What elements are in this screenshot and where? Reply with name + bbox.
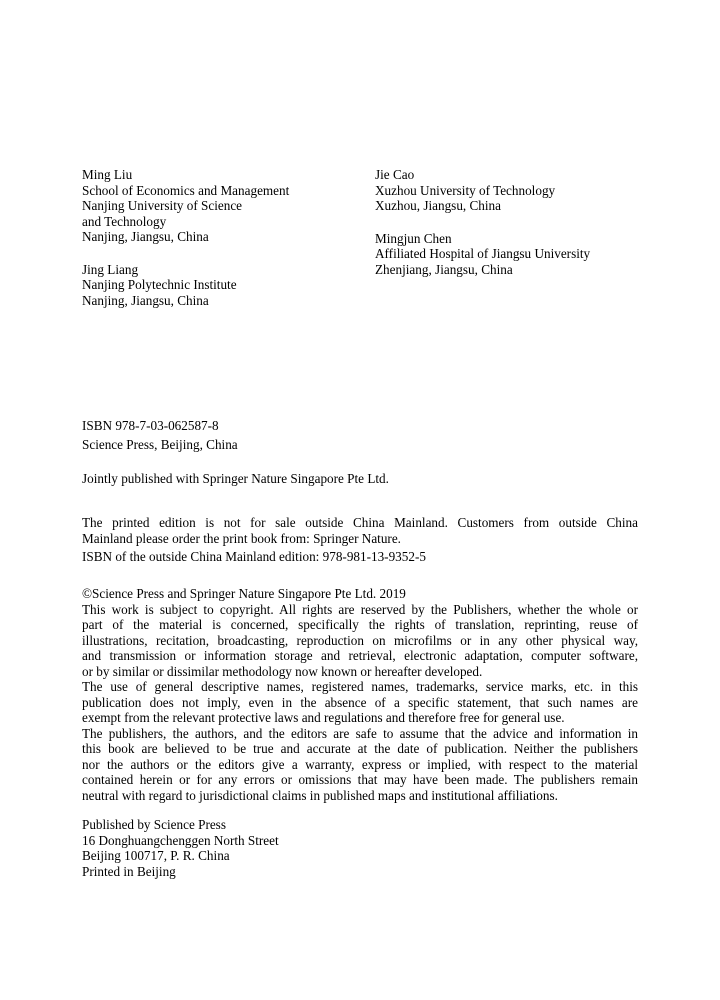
joint-publication-block [82, 471, 389, 487]
copyright-paragraph [82, 602, 638, 680]
copyright-line: illustrations, recitation, broadcasting, reproduction on microfilms or in any other physical way, [82, 632, 638, 648]
author-entry [82, 262, 289, 309]
copyright-line: The publishers, the authors, and the editors are safe to assume that the advice and information in [82, 725, 638, 741]
authors-left-column [82, 167, 289, 325]
author-affiliation-line: School of Economics and Management [82, 182, 290, 198]
sale-notice-block [82, 515, 638, 565]
author-location: Zhenjiang, Jiangsu, China [375, 261, 513, 277]
copyright-notice: ©Science Press and Springer Nature Singapore Pte Ltd. 2019 [82, 586, 406, 601]
sale-notice-line: The printed edition is not for sale outside China Mainland. Customers from outside China [82, 515, 638, 530]
author-entry [375, 167, 590, 214]
copyright-line: publication does not imply, even in the absence of a specific statement, that such names are [82, 694, 638, 710]
author-name: Ming Liu [82, 167, 133, 182]
copyright-line: This work is subject to copyright. All rights are reserved by the Publishers, whether the whole or [82, 601, 638, 617]
authors-right-column [375, 167, 590, 294]
publisher-address-line: Beijing 100717, P. R. China [82, 848, 230, 863]
copyright-line: The use of general descriptive names, registered names, trademarks, service marks, etc. in this [82, 679, 638, 694]
publisher-address-block [82, 817, 279, 879]
author-affiliation-line: Nanjing Polytechnic Institute [82, 277, 237, 292]
author-name: Jing Liang [82, 261, 139, 277]
author-entry [375, 231, 590, 278]
isbn: ISBN 978-7-03-062587-8 [82, 418, 219, 433]
publisher-address-line: 16 Donghuangchenggen North Street [82, 832, 279, 848]
author-affiliation-line: Affiliated Hospital of Jiangsu University [375, 246, 591, 261]
joint-publication-text: Jointly published with Springer Nature Singapore Pte Ltd. [82, 471, 389, 486]
copyright-paragraph [82, 679, 638, 726]
printed-in-line: Printed in Beijing [82, 863, 176, 879]
copyright-line: this book are believed to be true and accurate at the date of publication. Neither the publishers [82, 741, 638, 756]
copyright-line: nor the authors or the editors give a warranty, express or implied, with respect to the material [82, 756, 638, 772]
author-location: Xuzhou, Jiangsu, China [375, 198, 502, 213]
copyright-line: neutral with regard to jurisdictional claims in published maps and institutional affiliations. [82, 787, 558, 803]
copyright-line: contained herein or for any errors or omissions that may have been made. The publishers remain [82, 772, 638, 787]
copyright-block [82, 586, 638, 803]
author-location: Nanjing, Jiangsu, China [82, 229, 209, 244]
author-name: Mingjun Chen [375, 230, 452, 246]
publisher-line: Science Press, Beijing, China [82, 437, 238, 452]
copyright-line: part of the material is concerned, specifically the rights of translation, reprinting, reuse of [82, 617, 638, 632]
author-affiliation-line: and Technology [82, 213, 167, 229]
publisher-address-line: Published by Science Press [82, 817, 226, 832]
author-affiliation-line: Nanjing University of Science [82, 198, 243, 213]
copyright-line: or by similar or dissimilar methodology now known or hereafter developed. [82, 663, 483, 679]
copyright-line: exempt from the relevant protective laws and regulations and therefore free for general use. [82, 710, 565, 725]
isbn-outside-mainland: ISBN of the outside China Mainland edition: 978-981-13-9352-5 [82, 549, 426, 564]
isbn-block [82, 416, 238, 454]
copyright-paragraph [82, 726, 638, 804]
copyright-line: and transmission or information storage and retrieval, electronic adaptation, computer software, [82, 648, 638, 663]
sale-notice-line: Mainland please order the print book from: Springer Nature. [82, 530, 401, 546]
author-location: Nanjing, Jiangsu, China [82, 292, 209, 308]
author-affiliation-line: Xuzhou University of Technology [375, 182, 556, 198]
author-name: Jie Cao [375, 167, 415, 182]
author-entry [82, 167, 289, 245]
